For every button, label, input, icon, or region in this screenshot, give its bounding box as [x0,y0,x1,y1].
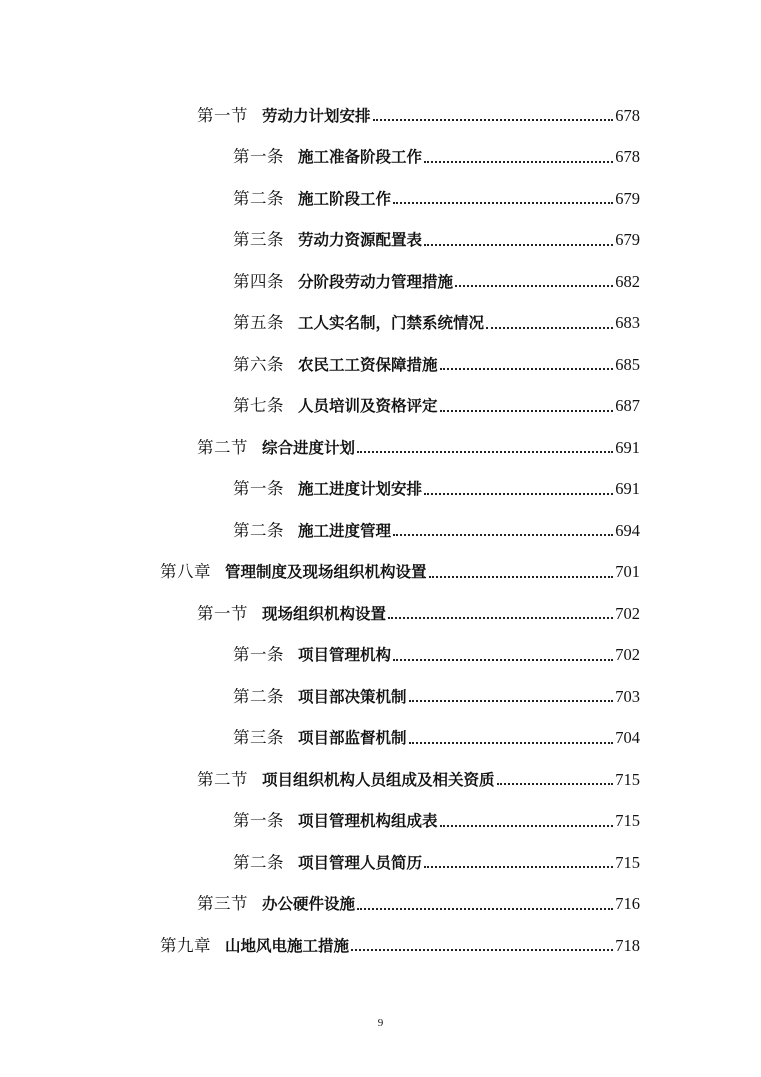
toc-dot-leader [357,451,613,453]
toc-dot-leader [497,783,614,785]
toc-entry-title: 项目部监督机制 [298,729,407,747]
toc-dot-leader [409,700,614,702]
toc-entry[interactable] [197,426,640,456]
toc-dot-leader [373,119,614,121]
toc-entry-page: 715 [615,852,640,872]
toc-entry-label: 第一节 [197,603,248,623]
toc-entry-page: 687 [615,396,640,415]
toc-entry-label: 第二节 [197,437,248,457]
toc-dot-leader [424,244,613,246]
toc-entry[interactable] [233,302,640,332]
toc-entry-page: 702 [615,603,640,623]
toc-entry-label: 第三条 [233,728,284,747]
toc-dot-leader [486,327,613,329]
toc-entry-title: 项目组织机构人员组成及相关资质 [262,770,495,789]
toc-entry-label: 第二条 [233,852,284,872]
toc-entry-page: 716 [615,894,640,913]
toc-entry[interactable] [197,592,640,622]
toc-entry-label: 第一条 [233,645,284,664]
toc-dot-leader [440,825,614,827]
toc-entry-title: 项目管理人员简历 [298,853,423,872]
toc-entry[interactable] [160,924,640,954]
toc-dot-leader [429,576,614,578]
toc-entry-page: 685 [615,354,640,374]
toc-entry[interactable] [233,509,640,539]
toc-entry[interactable] [233,634,640,664]
toc-entry-page: 679 [615,188,640,208]
toc-entry[interactable] [197,883,640,913]
toc-entry[interactable] [233,717,640,747]
toc-entry-page: 679 [615,230,640,249]
toc-entry-page: 715 [615,811,640,830]
toc-entry[interactable] [233,800,640,830]
page-number: 9 [377,1017,384,1029]
toc-entry-title: 项目管理机构 [298,646,392,664]
toc-entry-label: 第七条 [233,396,284,415]
toc-entry-title: 农民工工资保障措施 [298,355,438,374]
toc-entry-label: 第一条 [233,479,284,498]
toc-entry-title: 管理制度及现场组织机构设置 [225,563,427,581]
toc-entry[interactable] [233,841,640,871]
toc-dot-leader [393,534,613,536]
toc-entry-page: 694 [615,520,640,540]
toc-entry[interactable] [233,675,640,705]
toc-entry-page: 704 [615,728,640,747]
toc-dot-leader [424,866,613,868]
toc-entry-page: 678 [615,105,640,125]
toc-entry-title: 施工阶段工作 [298,189,392,208]
toc-entry-label: 第二条 [233,686,284,706]
toc-entry-label: 第八章 [160,562,211,581]
toc-entry-title: 劳动力计划安排 [262,106,371,125]
toc-entry-label: 第三条 [233,230,284,249]
toc-dot-leader [357,908,613,910]
toc-entry-title: 项目部决策机制 [298,687,407,706]
toc-dot-leader [440,368,614,370]
toc-dot-leader [351,949,613,951]
toc-dot-leader [424,493,613,495]
toc-entry-title: 分阶段劳动力管理措施 [298,272,454,291]
toc-entry-title: 项目管理机构组成表 [298,812,438,830]
toc-entry-page: 703 [615,686,640,706]
toc-entry-label: 第一条 [233,811,284,830]
toc-entry[interactable] [233,219,640,249]
toc-entry[interactable] [160,551,640,581]
toc-entry-label: 第四条 [233,271,284,291]
toc-entry-label: 第九章 [160,935,211,955]
toc-entry-title: 山地风电施工措施 [225,936,350,955]
toc-entry-label: 第三节 [197,894,248,913]
toc-dot-leader [409,742,614,744]
toc-entry-label: 第五条 [233,313,284,332]
toc-entry-title: 施工准备阶段工作 [298,148,423,166]
toc-entry-title: 综合进度计划 [262,438,356,457]
toc-dot-leader [393,202,613,204]
toc-entry-page: 718 [615,935,640,955]
toc-entry-title: 施工进度计划安排 [298,480,423,498]
toc-entry-title: 劳动力资源配置表 [298,231,423,249]
toc-dot-leader [393,659,613,661]
toc-entry[interactable] [233,385,640,415]
toc-entry-label: 第二条 [233,520,284,540]
toc-dot-leader [440,410,614,412]
toc-entry-title: 现场组织机构设置 [262,604,387,623]
toc-entry-page: 701 [615,562,640,581]
toc-entry[interactable] [233,136,640,166]
toc-dot-leader [388,617,613,619]
toc-entry-title: 工人实名制，门禁系统情况 [298,314,485,332]
toc-entry-page: 691 [615,437,640,457]
toc-dot-leader [424,161,613,163]
toc-entry-page: 683 [615,313,640,332]
toc-entry[interactable] [233,343,640,373]
toc-entry-label: 第二节 [197,769,248,789]
toc-entry-title: 办公硬件设施 [262,895,356,913]
toc-entry-page: 682 [615,271,640,291]
toc-entry-page: 678 [615,147,640,166]
toc-entry[interactable] [197,94,640,124]
toc-entry-page: 702 [615,645,640,664]
toc-entry-label: 第一条 [233,147,284,166]
toc-entry[interactable] [233,468,640,498]
toc-dot-leader [455,285,613,287]
toc-entry-title: 施工进度管理 [298,521,392,540]
toc-entry-label: 第六条 [233,354,284,374]
toc-entry-page: 691 [615,479,640,498]
toc-entry[interactable] [197,758,640,788]
toc-entry[interactable] [233,260,640,290]
toc-entry[interactable] [233,177,640,207]
toc-entry-label: 第一节 [197,105,248,125]
toc-entry-title: 人员培训及资格评定 [298,397,438,415]
toc-entry-label: 第二条 [233,188,284,208]
toc-entry-page: 715 [615,769,640,789]
